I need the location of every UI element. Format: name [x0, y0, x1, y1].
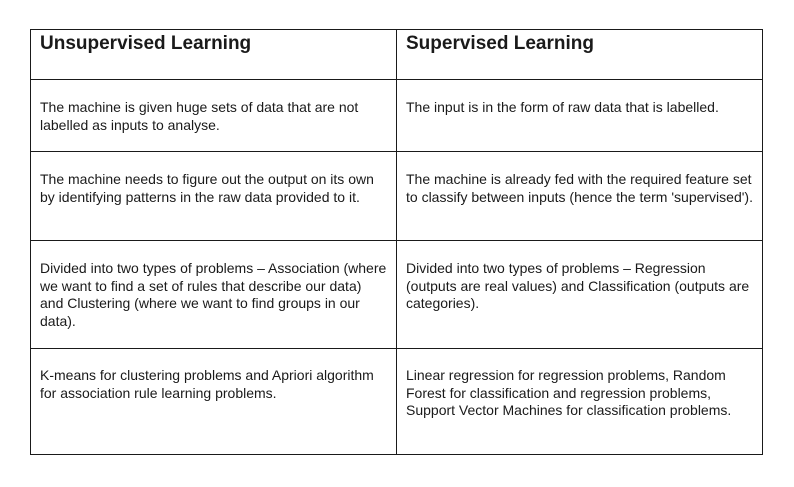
- table-row: [31, 349, 763, 455]
- table-cell: Linear regression for regression problems, Random Forest for classification and regression problems, Support Vector Machines for classification problems.: [397, 349, 763, 455]
- table-cell: The machine is given huge sets of data that are not labelled as inputs to analyse.: [31, 80, 397, 152]
- table-header-row: [31, 30, 763, 80]
- table-row: [31, 241, 763, 349]
- table-cell: K-means for clustering problems and Apriori algorithm for association rule learning problems.: [31, 349, 397, 455]
- table-cell: The input is in the form of raw data that is labelled.: [397, 80, 763, 152]
- table-cell: Divided into two types of problems – Association (where we want to find a set of rules that describe our data) and Clustering (where we want to find groups in our data).: [31, 241, 397, 349]
- table-row: [31, 80, 763, 152]
- header-unsupervised: Unsupervised Learning: [31, 30, 397, 80]
- comparison-table: [30, 29, 763, 455]
- table-cell: Divided into two types of problems – Regression (outputs are real values) and Classification (outputs are categories).: [397, 241, 763, 349]
- table-cell: The machine needs to figure out the output on its own by identifying patterns in the raw data provided to it.: [31, 152, 397, 241]
- table-row: [31, 152, 763, 241]
- header-supervised: Supervised Learning: [397, 30, 763, 80]
- table-cell: The machine is already fed with the required feature set to classify between inputs (hence the term 'supervised').: [397, 152, 763, 241]
